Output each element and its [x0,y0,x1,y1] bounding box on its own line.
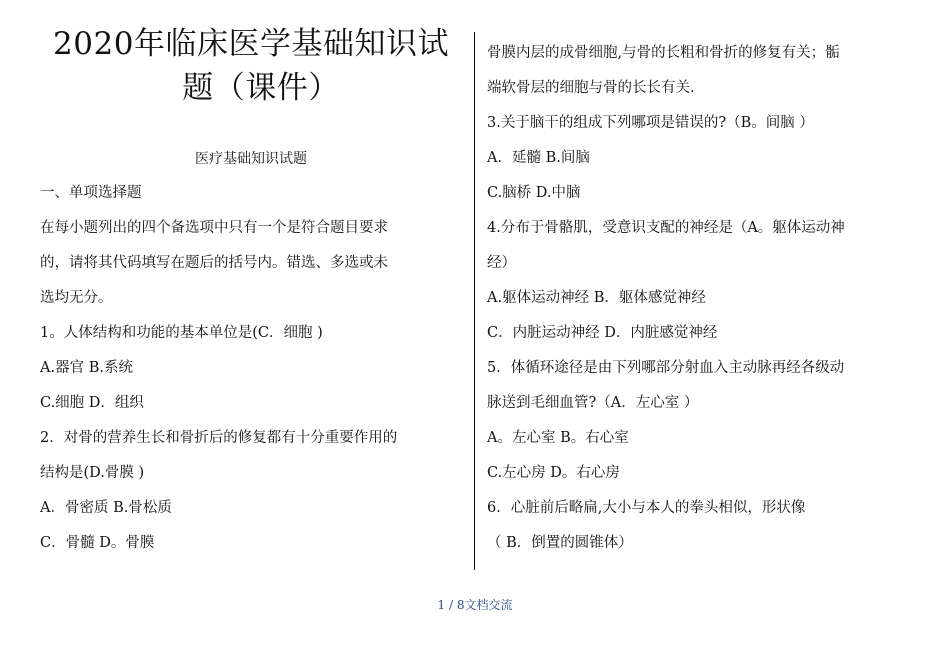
question-line: （ B．倒置的圆锥体） [487,535,633,551]
question-line: 4.分布于骨骼肌，受意识支配的神经是（A。躯体运动神 [487,220,845,236]
instruction-line: 在每小题列出的四个备选项中只有一个是符合题目要求 [40,220,388,236]
option-line: A．骨密质 B.骨松质 [40,500,172,516]
option-line: A.躯体运动神经 B．躯体感觉神经 [487,290,706,306]
explanation-line: 端软骨层的细胞与骨的长长有关. [487,80,695,96]
option-line: C.细胞 D．组织 [40,395,144,411]
option-line: C.脑桥 D.中脑 [487,185,581,201]
question-line: 1。人体结构和功能的基本单位是(C．细胞 ) [40,325,323,341]
option-line: C．内脏运动神经 D．内脏感觉神经 [487,325,718,341]
title-line-1: 2020年临床医学基础知识试 [53,26,449,62]
title-line-2: 题（课件） [182,70,340,106]
document-subtitle: 医疗基础知识试题 [195,151,307,167]
question-line: 3.关于脑干的组成下列哪项是错误的?（B。间脑 ） [487,115,814,131]
option-line: A．延髓 B.间脑 [487,150,590,166]
question-line: 结构是(D.骨膜 ) [40,465,145,481]
document-title [40,22,462,110]
question-line: 经） [487,255,516,271]
explanation-line: 骨膜内层的成骨细胞,与骨的长粗和骨折的修复有关；骺 [487,45,840,61]
question-line: 6．心脏前后略扁,大小与本人的拳头相似，形状像 [487,500,806,516]
page-footer: 1 / 8文档交流 [437,598,513,612]
option-line: C.左心房 D。右心房 [487,465,620,481]
question-line: 2．对骨的营养生长和骨折后的修复都有十分重要作用的 [40,430,398,446]
option-line: A。左心室 B。右心室 [487,430,629,446]
option-line: C．骨髓 D。骨膜 [40,535,155,551]
question-line: 脉送到毛细血管?（A．左心室 ） [487,395,699,411]
section-heading: 一、单项选择题 [40,185,142,201]
question-line: 5．体循环途径是由下列哪部分射血入主动脉再经各级动 [487,360,845,376]
option-line: A.器官 B.系统 [40,360,133,376]
column-divider [474,32,475,570]
instruction-line: 选均无分。 [40,290,113,306]
instruction-line: 的，请将其代码填写在题后的括号内。错选、多选或未 [40,255,388,271]
